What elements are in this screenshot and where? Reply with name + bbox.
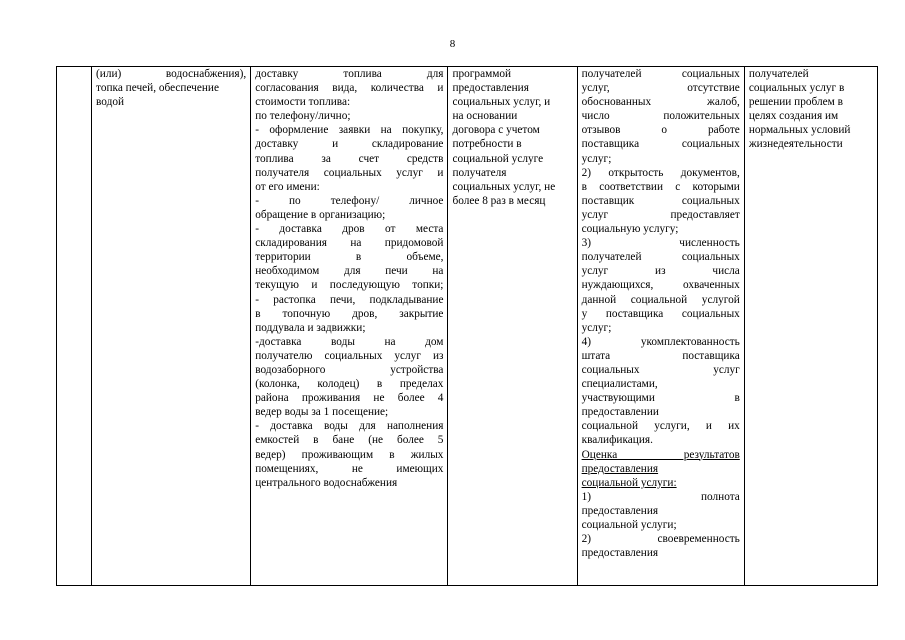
- text-line: поддувала и задвижки;: [255, 321, 366, 334]
- text-line: - доставка воды для наполнения: [255, 420, 444, 433]
- text-line: доставку и складирование: [255, 138, 444, 151]
- text-line: - растопка печи, подкладывание: [255, 293, 444, 306]
- text-line: предоставления: [581, 504, 659, 517]
- text-line: услуг из числа: [581, 265, 740, 278]
- text-line: квалификация.: [581, 434, 653, 447]
- row-number-cell: [57, 67, 92, 586]
- service-name-cell: [92, 67, 251, 586]
- text-line: жизнедеятельности: [748, 138, 843, 151]
- text-line: участвующими в: [581, 392, 740, 405]
- page-number: 8: [449, 38, 456, 50]
- text-line: решении проблем в: [748, 96, 843, 109]
- text-line: по телефону/лично;: [255, 110, 351, 123]
- text-line: обоснованных жалоб,: [581, 96, 740, 109]
- text-line: предоставления: [581, 547, 659, 560]
- text-line: района проживания не более 4: [255, 392, 444, 405]
- service-frequency-cell: [448, 67, 577, 586]
- text-line: (колонка, колодец) в пределах: [255, 378, 444, 391]
- services-table: [56, 66, 878, 586]
- text-line: в соответствии с которыми: [581, 180, 740, 193]
- text-line: согласования вида, количества и: [255, 82, 444, 95]
- text-line: услуг, отсутствие: [581, 82, 740, 95]
- text-line: программой: [452, 68, 512, 80]
- text-line: поставщик социальных: [581, 194, 740, 207]
- text-line: стоимости топлива:: [255, 96, 351, 109]
- text-line: ведер воды за 1 посещение;: [255, 406, 389, 419]
- service-description-cell: [251, 67, 448, 586]
- result-evaluation-cell: [744, 67, 877, 586]
- text-line-underlined: социальной услуги:: [581, 476, 677, 489]
- text-line: предоставления: [452, 82, 529, 95]
- text-line: центрального водоснабжения: [255, 476, 398, 489]
- table-row: [57, 67, 878, 586]
- text-line: текущую и последующую топки;: [255, 279, 444, 292]
- text-line: социальной услуге: [452, 152, 544, 165]
- text-line: специалистами,: [581, 378, 658, 391]
- text-line: более 8 раз в месяц: [452, 194, 546, 207]
- text-line: складирования на придомовой: [255, 237, 444, 250]
- text-line: получателю социальных услуг из: [255, 349, 444, 362]
- text-line: данной социальной услугой: [581, 293, 740, 306]
- text-line-underlined: предоставления: [581, 462, 659, 475]
- text-line: услуг;: [581, 321, 612, 334]
- text-line: (или) водоснабжения),: [96, 68, 247, 80]
- text-line-underlined: Оценка результатов: [581, 448, 740, 461]
- text-line: доставку топлива для: [255, 68, 444, 80]
- text-line: емкостей в бане (не более 5: [255, 434, 444, 447]
- text-line: социальных услуг в: [748, 82, 845, 95]
- text-line: водозаборного устройства: [255, 363, 444, 376]
- text-line: социальных услуг, не: [452, 180, 556, 193]
- text-line: топлива за счет средств: [255, 152, 444, 165]
- text-line: отзывов о работе: [581, 124, 740, 137]
- text-line: ведер) проживающим в жилых: [255, 448, 444, 461]
- text-line: услуг;: [581, 152, 612, 165]
- text-line: на основании: [452, 110, 518, 123]
- text-line: число положительных: [581, 110, 740, 123]
- text-line: получателя социальных услуг и: [255, 166, 444, 179]
- text-line: 2) своевременность: [581, 533, 740, 546]
- text-line: договора с учетом: [452, 124, 540, 137]
- text-line: услуг предоставляет: [581, 208, 740, 221]
- text-line: получателя: [452, 166, 507, 179]
- text-line: нормальных условий: [748, 124, 851, 137]
- text-line: нуждающихся, охваченных: [581, 279, 740, 292]
- quality-indicators-cell: [577, 67, 744, 586]
- text-line: получателей социальных: [581, 68, 740, 80]
- text-line: социальных услуг, и: [452, 96, 551, 109]
- text-line: необходимом для печи на: [255, 265, 444, 278]
- text-line: социальную услугу;: [581, 223, 679, 236]
- text-line: поставщика социальных: [581, 138, 740, 151]
- text-line: у поставщика социальных: [581, 307, 740, 320]
- text-line: территории в объеме,: [255, 251, 444, 264]
- text-line: целях создания им: [748, 110, 839, 123]
- text-line: обращение в организацию;: [255, 208, 386, 221]
- text-line: топка печей, обеспечение: [96, 82, 219, 95]
- text-line: социальных услуг: [581, 363, 740, 376]
- text-line: штата поставщика: [581, 349, 740, 362]
- text-line: 4) укомплектованность: [581, 335, 740, 348]
- text-line: получателей: [748, 68, 809, 80]
- text-line: 1) полнота: [581, 490, 740, 503]
- text-line: получателей социальных: [581, 251, 740, 264]
- text-line: - доставка дров от места: [255, 223, 444, 236]
- text-line: в топочную дров, закрытие: [255, 307, 444, 320]
- text-line: -доставка воды на дом: [255, 335, 444, 348]
- text-line: от его имени:: [255, 180, 320, 193]
- text-line: помещениях, не имеющих: [255, 462, 444, 475]
- text-line: 2) открытость документов,: [581, 166, 740, 179]
- text-line: социальной услуги, и их: [581, 420, 740, 433]
- text-line: предоставлении: [581, 406, 659, 419]
- text-line: - по телефону/ личное: [255, 194, 444, 207]
- text-line: социальной услуги;: [581, 519, 677, 531]
- text-line: 3) численность: [581, 237, 740, 250]
- text-line: водой: [96, 96, 125, 109]
- text-line: - оформление заявки на покупку,: [255, 124, 444, 137]
- text-line: потребности в: [452, 138, 522, 151]
